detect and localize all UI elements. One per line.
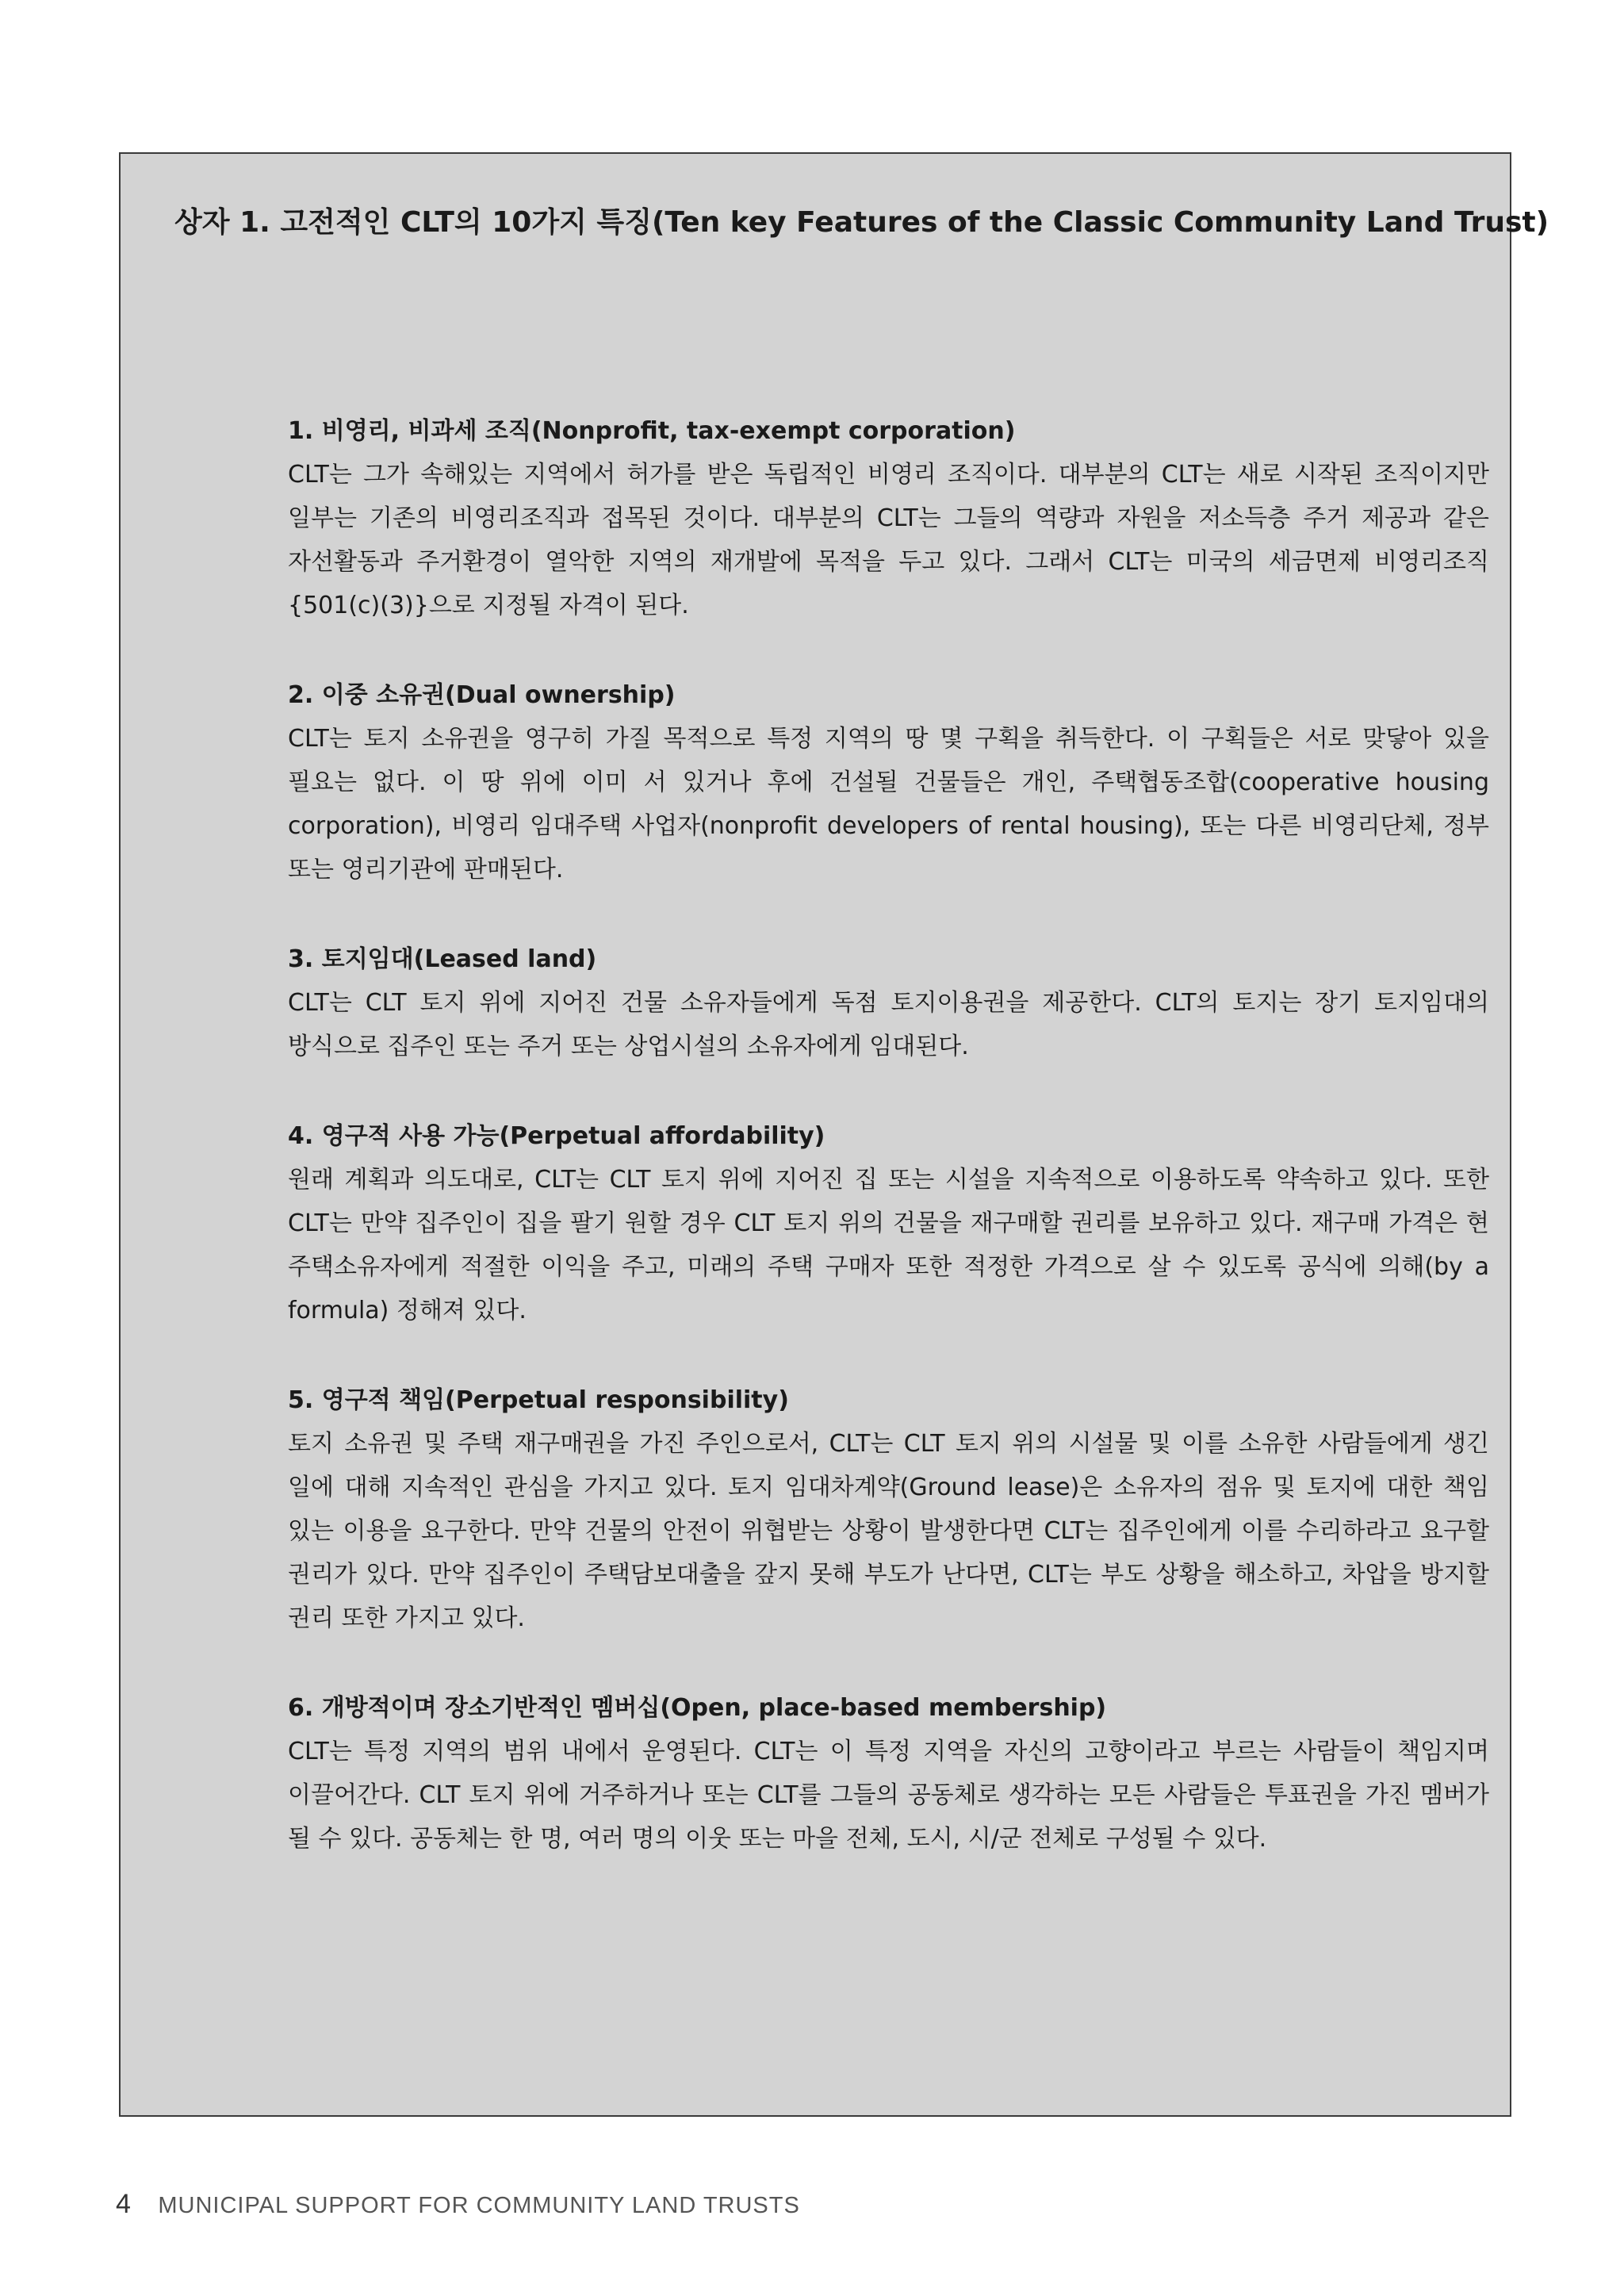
feature-item (288, 937, 1489, 1068)
feature-item (288, 409, 1489, 627)
feature-body: 원래 계획과 의도대로, CLT는 CLT 토지 위에 지어진 집 또는 시설을 지속적으로 이용하도록 약속하고 있다. 또한 CLT는 만약 집주인이 집을 팔기 원할 경우 CLT 토지 위의 건물을 재구매할 권리를 보유하고 있다. 재구매 가격은 현 주택소유자에게 적절한 이익을 주고, 미래의 주택 구매자 또한 적정한 가격으로 살 수 있도록 공식에 의해(by a formula) 정해져 있다. (288, 1166, 1489, 1324)
feature-heading: 1. 비영리, 비과세 조직(Nonprofit, tax-exempt corporation) (288, 417, 1016, 445)
running-title: MUNICIPAL SUPPORT FOR COMMUNITY LAND TRUSTS (158, 2193, 800, 2218)
feature-body: 토지 소유권 및 주택 재구매권을 가진 주인으로서, CLT는 CLT 토지 위의 시설물 및 이를 소유한 사람들에게 생긴 일에 대해 지속적인 관심을 가지고 있다. 토지 임대차계약(Ground lease)은 소유자의 점유 및 토지에 대한 책임 있는 이용을 요구한다. 만약 건물의 안전이 위협받는 상황이 발생한다면 CLT는 집주인에게 이를 수리하라고 요구할 권리가 있다. 만약 집주인이 주택담보대출을 갚지 못해 부도가 난다면, CLT는 부도 상황을 해소하고, 차압을 방지할 권리 또한 가지고 있다. (288, 1430, 1489, 1632)
feature-heading: 5. 영구적 책임(Perpetual responsibility) (288, 1386, 789, 1414)
page-footer (116, 2189, 800, 2220)
feature-item (288, 1686, 1489, 1861)
feature-list (288, 409, 1489, 1861)
feature-heading: 6. 개방적이며 장소기반적인 멤버십(Open, place-based membership) (288, 1694, 1107, 1722)
feature-heading: 4. 영구적 사용 가능(Perpetual affordability) (288, 1122, 825, 1150)
feature-body: CLT는 토지 소유권을 영구히 가질 목적으로 특정 지역의 땅 몇 구획을 취득한다. 이 구획들은 서로 맞닿아 있을 필요는 없다. 이 땅 위에 이미 서 있거나 후에 건설될 건물들은 개인, 주택협동조합(cooperative housing corporation), 비영리 임대주택 사업자(nonprofit developers of rental housing), 또는 다른 비영리단체, 정부 또는 영리기관에 판매된다. (288, 725, 1489, 884)
feature-box (119, 152, 1549, 2117)
feature-body: CLT는 CLT 토지 위에 지어진 건물 소유자들에게 독점 토지이용권을 제공한다. CLT의 토지는 장기 토지임대의 방식으로 집주인 또는 주거 또는 상업시설의 소유자에게 임대된다. (288, 989, 1489, 1060)
feature-body: CLT는 그가 속해있는 지역에서 허가를 받은 독립적인 비영리 조직이다. 대부분의 CLT는 새로 시작된 조직이지만 일부는 기존의 비영리조직과 접목된 것이다. 대부분의 CLT는 그들의 역량과 자원을 저소득층 주거 제공과 같은 자선활동과 주거환경이 열악한 지역의 재개발에 목적을 두고 있다. 그래서 CLT는 미국의 세금면제 비영리조직{501(c)(3)}으로 지정될 자격이 된다. (288, 461, 1490, 619)
feature-heading: 2. 이중 소유권(Dual ownership) (288, 681, 676, 709)
feature-item (288, 1378, 1489, 1640)
feature-item (288, 1114, 1489, 1332)
feature-body: CLT는 특정 지역의 범위 내에서 운영된다. CLT는 이 특정 지역을 자신의 고향이라고 부르는 사람들이 책임지며 이끌어간다. CLT 토지 위에 거주하거나 또는 CLT를 그들의 공동체로 생각하는 모든 사람들은 투표권을 가진 멤버가 될 수 있다. 공동체는 한 명, 여러 명의 이웃 또는 마을 전체, 도시, 시/군 전체로 구성될 수 있다. (288, 1738, 1489, 1853)
feature-heading: 3. 토지임대(Leased land) (288, 945, 597, 973)
feature-item (288, 673, 1489, 891)
page-number: 4 (116, 2189, 131, 2219)
box-title: 상자 1. 고전적인 CLT의 10가지 특징(Ten key Features of the Classic Community Land Trust) (174, 206, 1549, 239)
